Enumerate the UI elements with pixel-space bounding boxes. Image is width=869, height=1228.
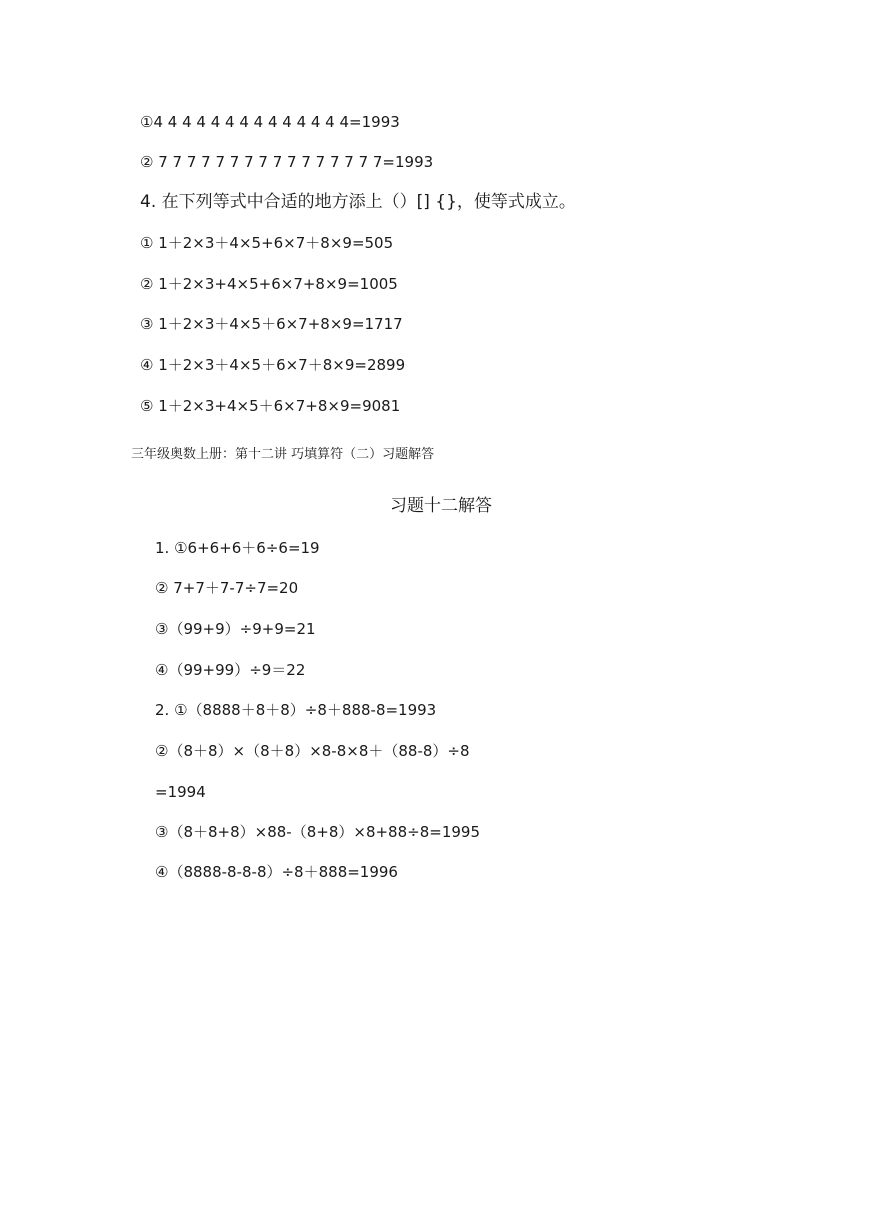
question-4-item-2: ② 1＋2×3+4×5+6×7+8×9=1005 <box>140 275 398 293</box>
question-4-item-1: ① 1＋2×3＋4×5+6×7＋8×9=505 <box>140 234 394 252</box>
answer-line-8: ③（8＋8+8）×88-（8+8）×8+88÷8=1995 <box>155 823 480 841</box>
answer-line-6: ②（8＋8）×（8＋8）×8-8×8＋（88-8）÷8 <box>155 742 470 760</box>
question-4-item-5: ⑤ 1＋2×3+4×5＋6×7+8×9=9081 <box>140 397 401 415</box>
answer-line-9: ④（8888-8-8-8）÷8＋888=1996 <box>155 863 398 881</box>
exercise-line-2: ② 7 7 7 7 7 7 7 7 7 7 7 7 7 7 7 7=1993 <box>140 153 434 171</box>
source-line: 三年级奥数上册：第十二讲 巧填算符（二）习题解答 <box>131 447 435 462</box>
answer-line-4: ④（99+99）÷9＝22 <box>155 661 306 679</box>
answer-line-1: 1. ①6+6+6＋6÷6=19 <box>155 539 320 557</box>
answer-line-7: =1994 <box>155 783 206 801</box>
answer-line-5: 2. ①（8888＋8＋8）÷8＋888-8=1993 <box>155 701 437 719</box>
question-4-prompt: 4. 在下列等式中合适的地方添上（）[] {}，使等式成立。 <box>140 192 576 212</box>
question-4-item-4: ④ 1＋2×3＋4×5＋6×7＋8×9=2899 <box>140 356 406 374</box>
exercise-line-1: ①4 4 4 4 4 4 4 4 4 4 4 4 4 4=1993 <box>140 113 400 131</box>
answers-title: 习题十二解答 <box>390 496 492 516</box>
answer-line-2: ② 7+7＋7-7÷7=20 <box>155 579 299 597</box>
question-4-item-3: ③ 1＋2×3＋4×5＋6×7+8×9=1717 <box>140 315 403 333</box>
answer-line-3: ③（99+9）÷9+9=21 <box>155 620 316 638</box>
